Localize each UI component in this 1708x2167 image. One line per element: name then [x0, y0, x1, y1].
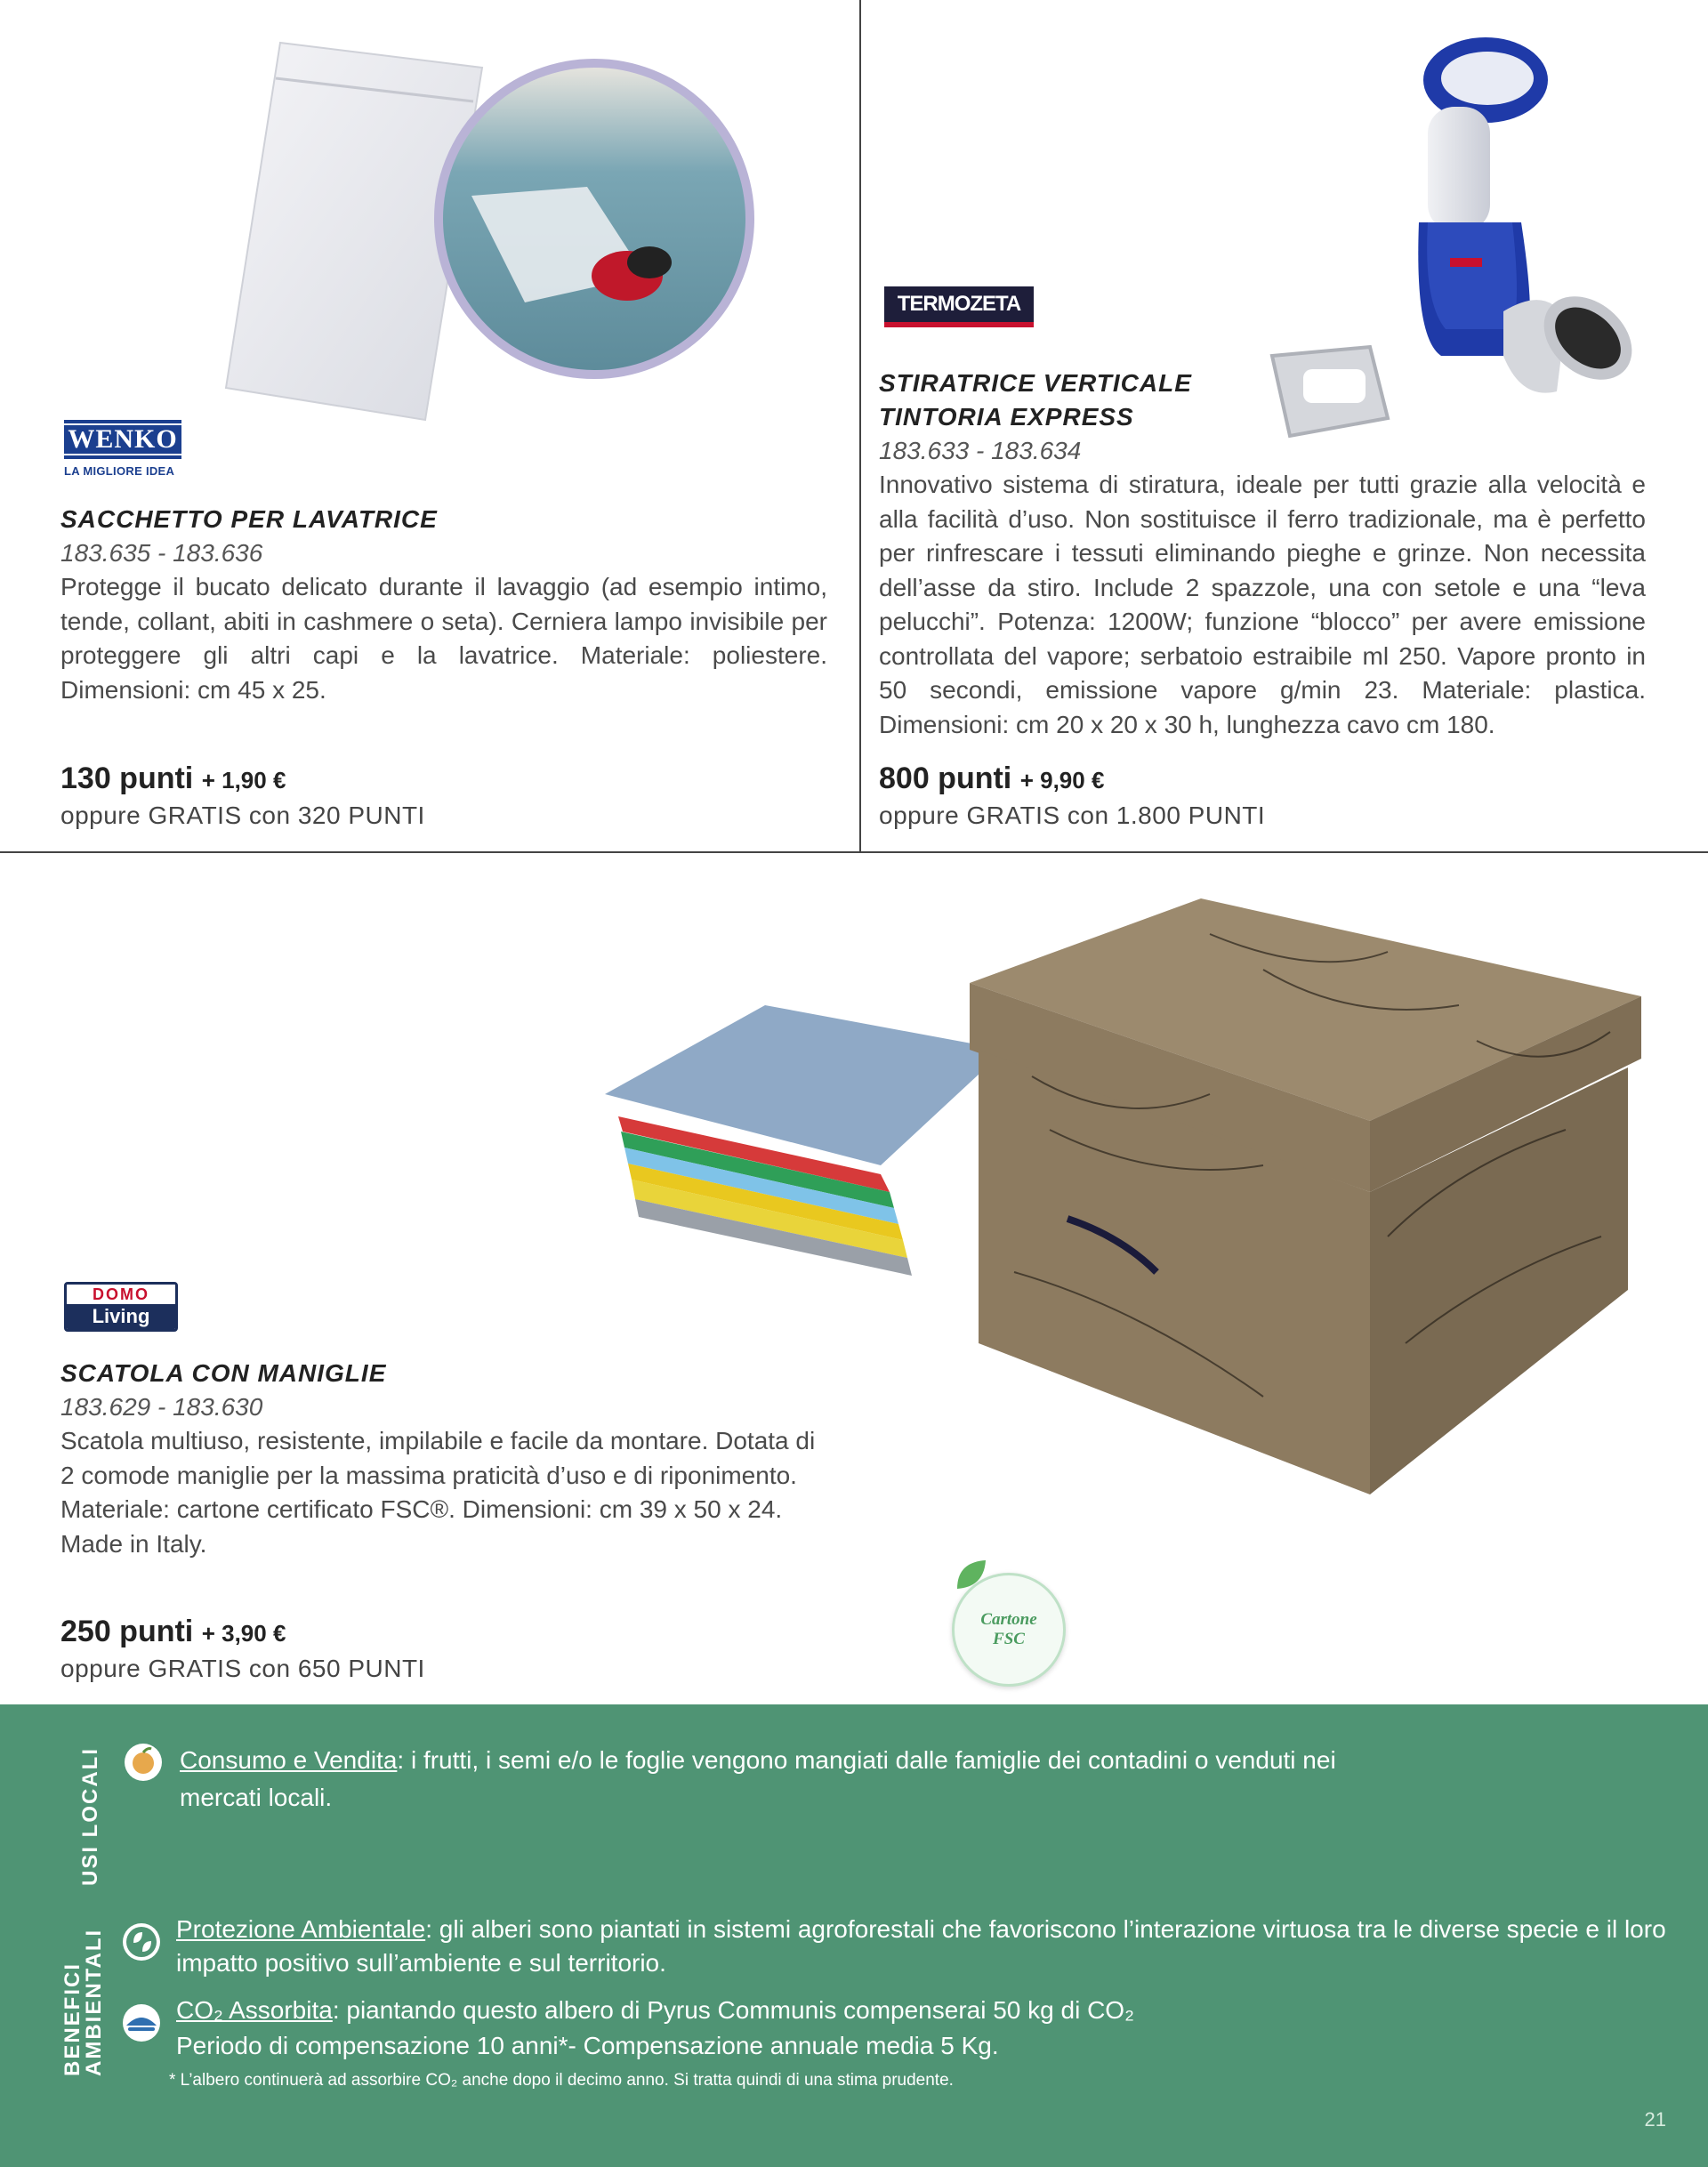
footer-item-text-line2: mercati locali. — [180, 1784, 333, 1811]
free-offer: oppure GRATIS con 1.800 PUNTI — [879, 802, 1266, 829]
price-line — [60, 759, 827, 800]
product-description-line: Scatola multiuso, resistente, impilabile e facile da montare. Dotata di — [60, 1427, 816, 1454]
free-offer: oppure GRATIS con 320 PUNTI — [60, 802, 425, 829]
domo-living-logo — [64, 1282, 178, 1332]
footer-item-text: : piantando questo albero di Pyrus Communis compenserai 50 kg di CO₂ — [332, 1996, 1134, 2024]
page-number: 21 — [1644, 2108, 1666, 2131]
cardboard-box — [970, 898, 1641, 1494]
benefici-label-line2: AMBIENTALI — [82, 1928, 106, 2076]
termozeta-logo — [884, 286, 1034, 327]
product-description-line: Materiale: cartone certificato FSC®. Dimensioni: cm 39 x 50 x 24. — [60, 1495, 783, 1523]
benefici-label-line1: BENEFICI — [60, 1962, 85, 2076]
product-title: SACCHETTO PER LAVATRICE — [60, 505, 438, 533]
footer-item-text: : i frutti, i semi e/o le foglie vengono mangiati dalle famiglie dei contadini o venduti nei — [397, 1746, 1336, 1774]
fruit-icon — [125, 1744, 162, 1781]
domo-logo-box — [64, 1282, 178, 1332]
co2-cloud-icon — [123, 2004, 160, 2042]
badge-line2: FSC — [993, 1630, 1025, 1648]
footer-item-consumo — [180, 1742, 1656, 1817]
price-extra: + 1,90 € — [201, 767, 286, 793]
price-line — [879, 759, 1646, 800]
product-description: Protegge il bucato delicato durante il lavaggio (ad esempio intimo, tende, collant, abiti in cashmere o seta). Cerniera lampo invisibile per proteggere gli altri capi e la lavatrice. Materiale: poliestere. Dimensioni: cm 45 x 25. — [60, 573, 827, 704]
wenko-logo — [64, 420, 181, 478]
wenko-logo-box — [64, 420, 181, 459]
domo-brand-top: DOMO — [67, 1285, 175, 1304]
termozeta-logo-box — [884, 286, 1034, 327]
price-extra: + 9,90 € — [1019, 767, 1105, 793]
footer-item-link[interactable]: CO₂ Assorbita — [176, 1996, 333, 2024]
free-offer: oppure GRATIS con 650 PUNTI — [60, 1655, 425, 1682]
product-laundry-bag-price — [60, 759, 827, 832]
product-codes: 183.629 - 183.630 — [60, 1393, 263, 1421]
vertical-divider — [859, 0, 861, 852]
product-codes: 183.635 - 183.636 — [60, 539, 263, 567]
folded-shirts — [605, 1005, 1005, 1276]
product-laundry-bag — [60, 503, 827, 707]
usi-locali-label: USI LOCALI — [78, 1747, 102, 1886]
product-codes: 183.633 - 183.634 — [879, 437, 1082, 464]
footer-item-co2 — [176, 1993, 1680, 2064]
price-line — [60, 1612, 827, 1653]
product-box — [60, 1357, 914, 1561]
leaf-globe-icon — [123, 1923, 160, 1961]
product-title: SCATOLA CON MANIGLIE — [60, 1359, 387, 1387]
product-description-line: Made in Italy. — [60, 1529, 207, 1558]
product-title-line2: TINTORIA EXPRESS — [879, 403, 1134, 431]
price-points: 130 punti — [60, 761, 194, 795]
product-steamer-price — [879, 759, 1646, 832]
environmental-footer — [0, 1704, 1708, 2167]
product-description: Innovativo sistema di stiratura, ideale per tutti grazie alla velocità e alla facilità d’uso. Non sostituisce il ferro tradizionale, ma è perfetto per rinfrescare i tessuti eliminando pieghe e grinze. Non necessita dell’asse da stiro. Include 2 spazzole, una con setole e una “leva pelucchi”. Potenza: 1200W; funzione “blocco” per avere emissione controllata del vapore; serbatoio estraibile ml 250. Vapore pronto in 50 secondi, emissione vapore g/min 23. Materiale: plastica. Dimensioni: cm 20 x 20 x 30 h, lunghezza cavo cm 180. — [879, 471, 1646, 738]
badge-line1: Cartone — [980, 1610, 1037, 1629]
footer-item-protezione — [176, 1913, 1680, 1980]
horizontal-divider — [0, 851, 1708, 853]
price-points: 800 punti — [879, 761, 1012, 795]
footer-item-text-line2: Periodo di compensazione 10 anni*- Compensazione annuale media 5 Kg. — [176, 2032, 999, 2059]
termozeta-brand-text: TERMOZETA — [897, 292, 1021, 316]
leaf-icon — [954, 1557, 989, 1592]
product-box-price — [60, 1612, 827, 1685]
footer-item-link[interactable]: Protezione Ambientale — [176, 1915, 426, 1943]
footnote: * L’albero continuerà ad assorbire CO₂ anche dopo il decimo anno. Si tratta quindi di una stima prudente. — [169, 2071, 954, 2090]
footer-item-link[interactable]: Consumo e Vendita — [180, 1746, 398, 1774]
product-steamer — [879, 367, 1646, 742]
price-points: 250 punti — [60, 1615, 194, 1648]
wenko-tagline: LA MIGLIORE IDEA — [64, 464, 175, 478]
footer-item-text: : gli alberi sono piantati in sistemi agroforestali che favoriscono l’interazione virtuosa tra le diverse specie e il loro — [425, 1915, 1666, 1943]
domo-brand-bottom: Living — [67, 1304, 175, 1329]
laundry-bag-image — [214, 36, 801, 427]
product-description-line: 2 comode maniglie per la massima praticità d’uso e di riponimento. — [60, 1461, 797, 1489]
footer-item-text-line2: impatto positivo sull’ambiente e sul territorio. — [176, 1949, 666, 1977]
product-title-line1: STIRATRICE VERTICALE — [879, 369, 1192, 397]
wenko-brand-text: WENKO — [62, 423, 182, 455]
price-extra: + 3,90 € — [201, 1620, 286, 1647]
